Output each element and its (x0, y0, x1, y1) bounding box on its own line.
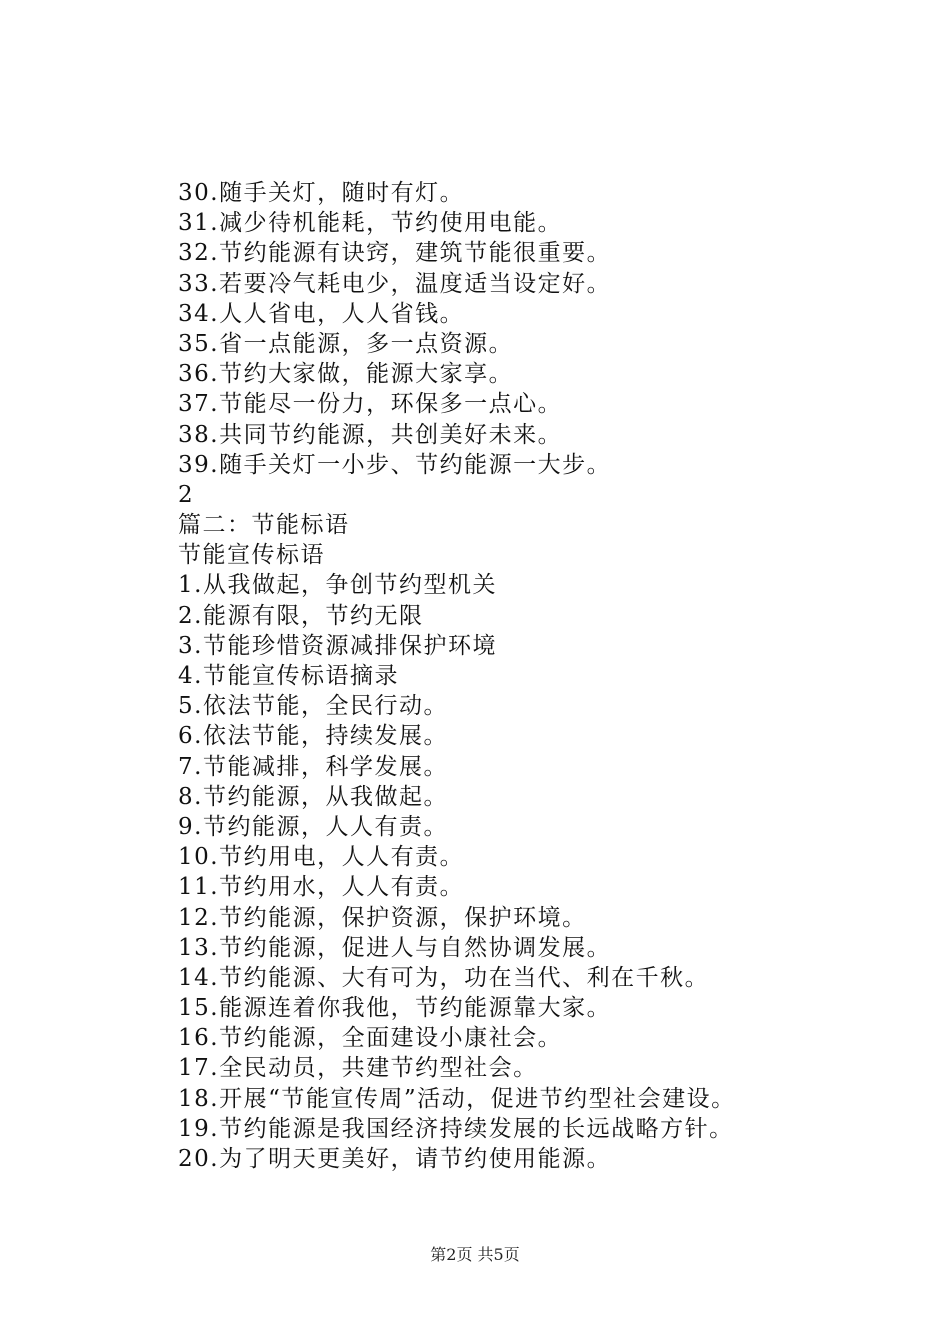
text-line: 3.节能珍惜资源减排保护环境 (178, 632, 497, 659)
text-line: 15.能源连着你我他，节约能源靠大家。 (178, 995, 612, 1022)
text-line: 1.从我做起，争创节约型机关 (178, 572, 497, 599)
text-line: 18.开展“节能宣传周”活动，促进节约型社会建设。 (178, 1085, 736, 1112)
text-line: 17.全民动员，共建节约型社会。 (178, 1055, 538, 1082)
text-line: 13.节约能源，促进人与自然协调发展。 (178, 934, 612, 961)
text-line: 34.人人省电，人人省钱。 (178, 300, 465, 327)
text-line: 39.随手关灯一小步、节约能源一大步。 (178, 451, 612, 478)
text-line: 30.随手关灯，随时有灯。 (178, 180, 465, 206)
text-line: 14.节约能源、大有可为，功在当代、利在千秋。 (178, 964, 710, 991)
text-line: 8.节约能源，从我做起。 (178, 783, 448, 810)
text-line: 32.节约能源有诀窍，建筑节能很重要。 (178, 240, 612, 267)
text-line: 10.节约用电，人人有责。 (178, 844, 465, 871)
text-line: 36.节约大家做，能源大家享。 (178, 361, 514, 388)
text-line: 16.节约能源，全面建设小康社会。 (178, 1025, 563, 1052)
text-line: 5.依法节能，全民行动。 (178, 693, 448, 720)
section-heading: 篇二：节能标语 (178, 512, 350, 539)
text-line: 11.节约用水，人人有责。 (178, 874, 465, 901)
text-line: 2 (178, 481, 195, 508)
text-line: 35.省一点能源，多一点资源。 (178, 330, 514, 357)
text-line: 31.减少待机能耗，节约使用电能。 (178, 210, 563, 237)
text-line: 7.节能减排，科学发展。 (178, 753, 448, 780)
text-line: 4.节能宣传标语摘录 (178, 663, 399, 689)
text-line: 33.若要冷气耗电少，温度适当设定好。 (178, 270, 612, 297)
text-line: 20.为了明天更美好，请节约使用能源。 (178, 1146, 612, 1172)
text-line: 19.节约能源是我国经济持续发展的长远战略方针。 (178, 1115, 734, 1142)
page-footer: 第2页 共5页 (430, 1245, 520, 1264)
text-line: 38.共同节约能源，共创美好未来。 (178, 421, 563, 448)
text-line: 6.依法节能，持续发展。 (178, 723, 448, 750)
text-line: 12.节约能源，保护资源，保护环境。 (178, 904, 587, 931)
document-body (178, 178, 898, 1174)
text-line: 9.节约能源，人人有责。 (178, 813, 448, 840)
section-subtitle: 节能宣传标语 (178, 542, 325, 569)
text-line: 2.能源有限，节约无限 (178, 602, 424, 629)
text-line: 37.节能尽一份力，环保多一点心。 (178, 391, 563, 418)
